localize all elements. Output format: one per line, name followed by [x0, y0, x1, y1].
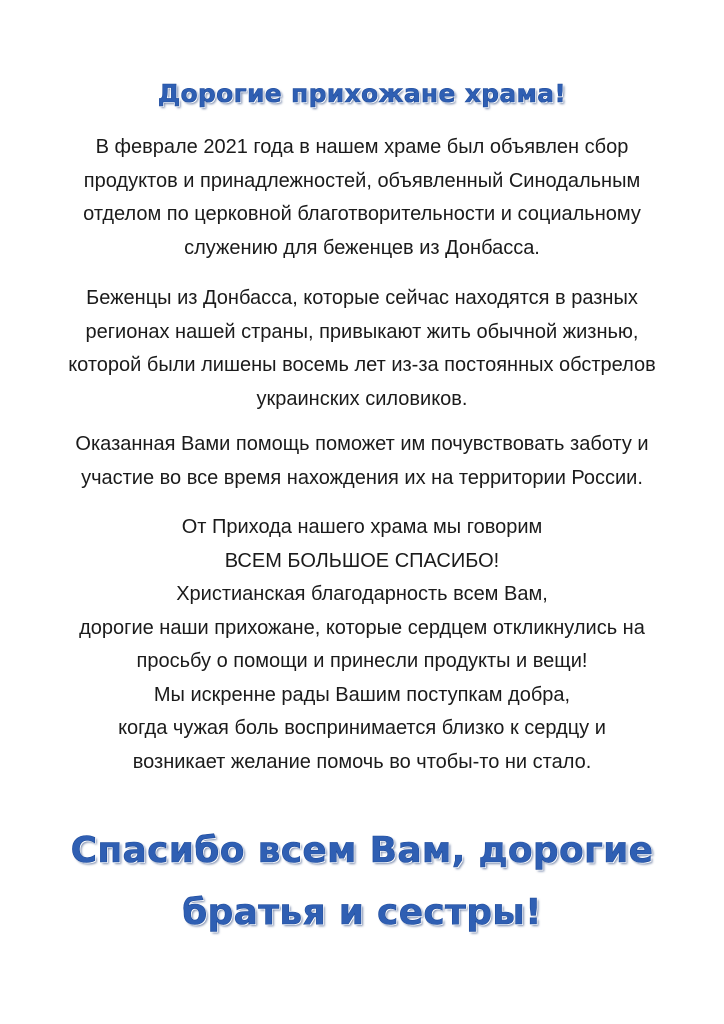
paragraph-line: когда чужая боль воспринимается близко к сердцу и	[118, 717, 606, 739]
paragraph-line: Оказанная Вами помощь поможет им почувствовать заботу и	[75, 433, 649, 455]
paragraph-line: продуктов и принадлежностей, объявленный Синодальным	[83, 169, 641, 192]
paragraph-line: Христианская благодарность всем Вам,	[176, 583, 548, 605]
paragraph-refugees	[20, 282, 704, 416]
paragraph-line: Беженцы из Донбасса, которые сейчас находятся в разных	[86, 287, 638, 309]
paragraph-line: которой были лишены восемь лет из-за постоянных обстрелов	[68, 354, 656, 376]
paragraph-line: Мы искренне рады Вашим поступкам добра,	[153, 683, 571, 706]
paragraph-line: украинских силовиков.	[256, 387, 468, 410]
paragraph-line: дорогие наши прихожане, которые сердцем откликнулись на	[79, 616, 645, 639]
closing-line: братья и сестры!	[182, 892, 542, 933]
page-title: Дорогие прихожане храма!	[157, 79, 567, 108]
paragraph-line: От Прихода нашего храма мы говорим	[181, 516, 543, 538]
paragraph-line: служению для беженцев из Донбасса.	[184, 236, 540, 259]
paragraph-help	[20, 428, 704, 495]
closing-line: Спасибо всем Вам, дорогие	[70, 830, 654, 871]
closing-heading	[0, 820, 724, 944]
paragraph-line: просьбу о помощи и принесли продукты и вещи!	[136, 650, 588, 672]
paragraph-line: возникает желание помочь во чтобы-то ни стало.	[132, 750, 592, 773]
paragraph-line: регионах нашей страны, привыкают жить обычной жизнью,	[85, 320, 639, 343]
paragraph-collection-announcement	[20, 131, 704, 265]
paragraph-line: ВСЕМ БОЛЬШОЕ СПАСИБО!	[224, 549, 500, 572]
paragraph-line: участие во все время нахождения их на территории России.	[81, 466, 643, 489]
paragraph-line: отделом по церковной благотворительности и социальному	[83, 203, 641, 225]
paragraph-line: В феврале 2021 года в нашем храме был объявлен сбор	[95, 136, 629, 158]
paragraph-gratitude	[20, 511, 704, 779]
